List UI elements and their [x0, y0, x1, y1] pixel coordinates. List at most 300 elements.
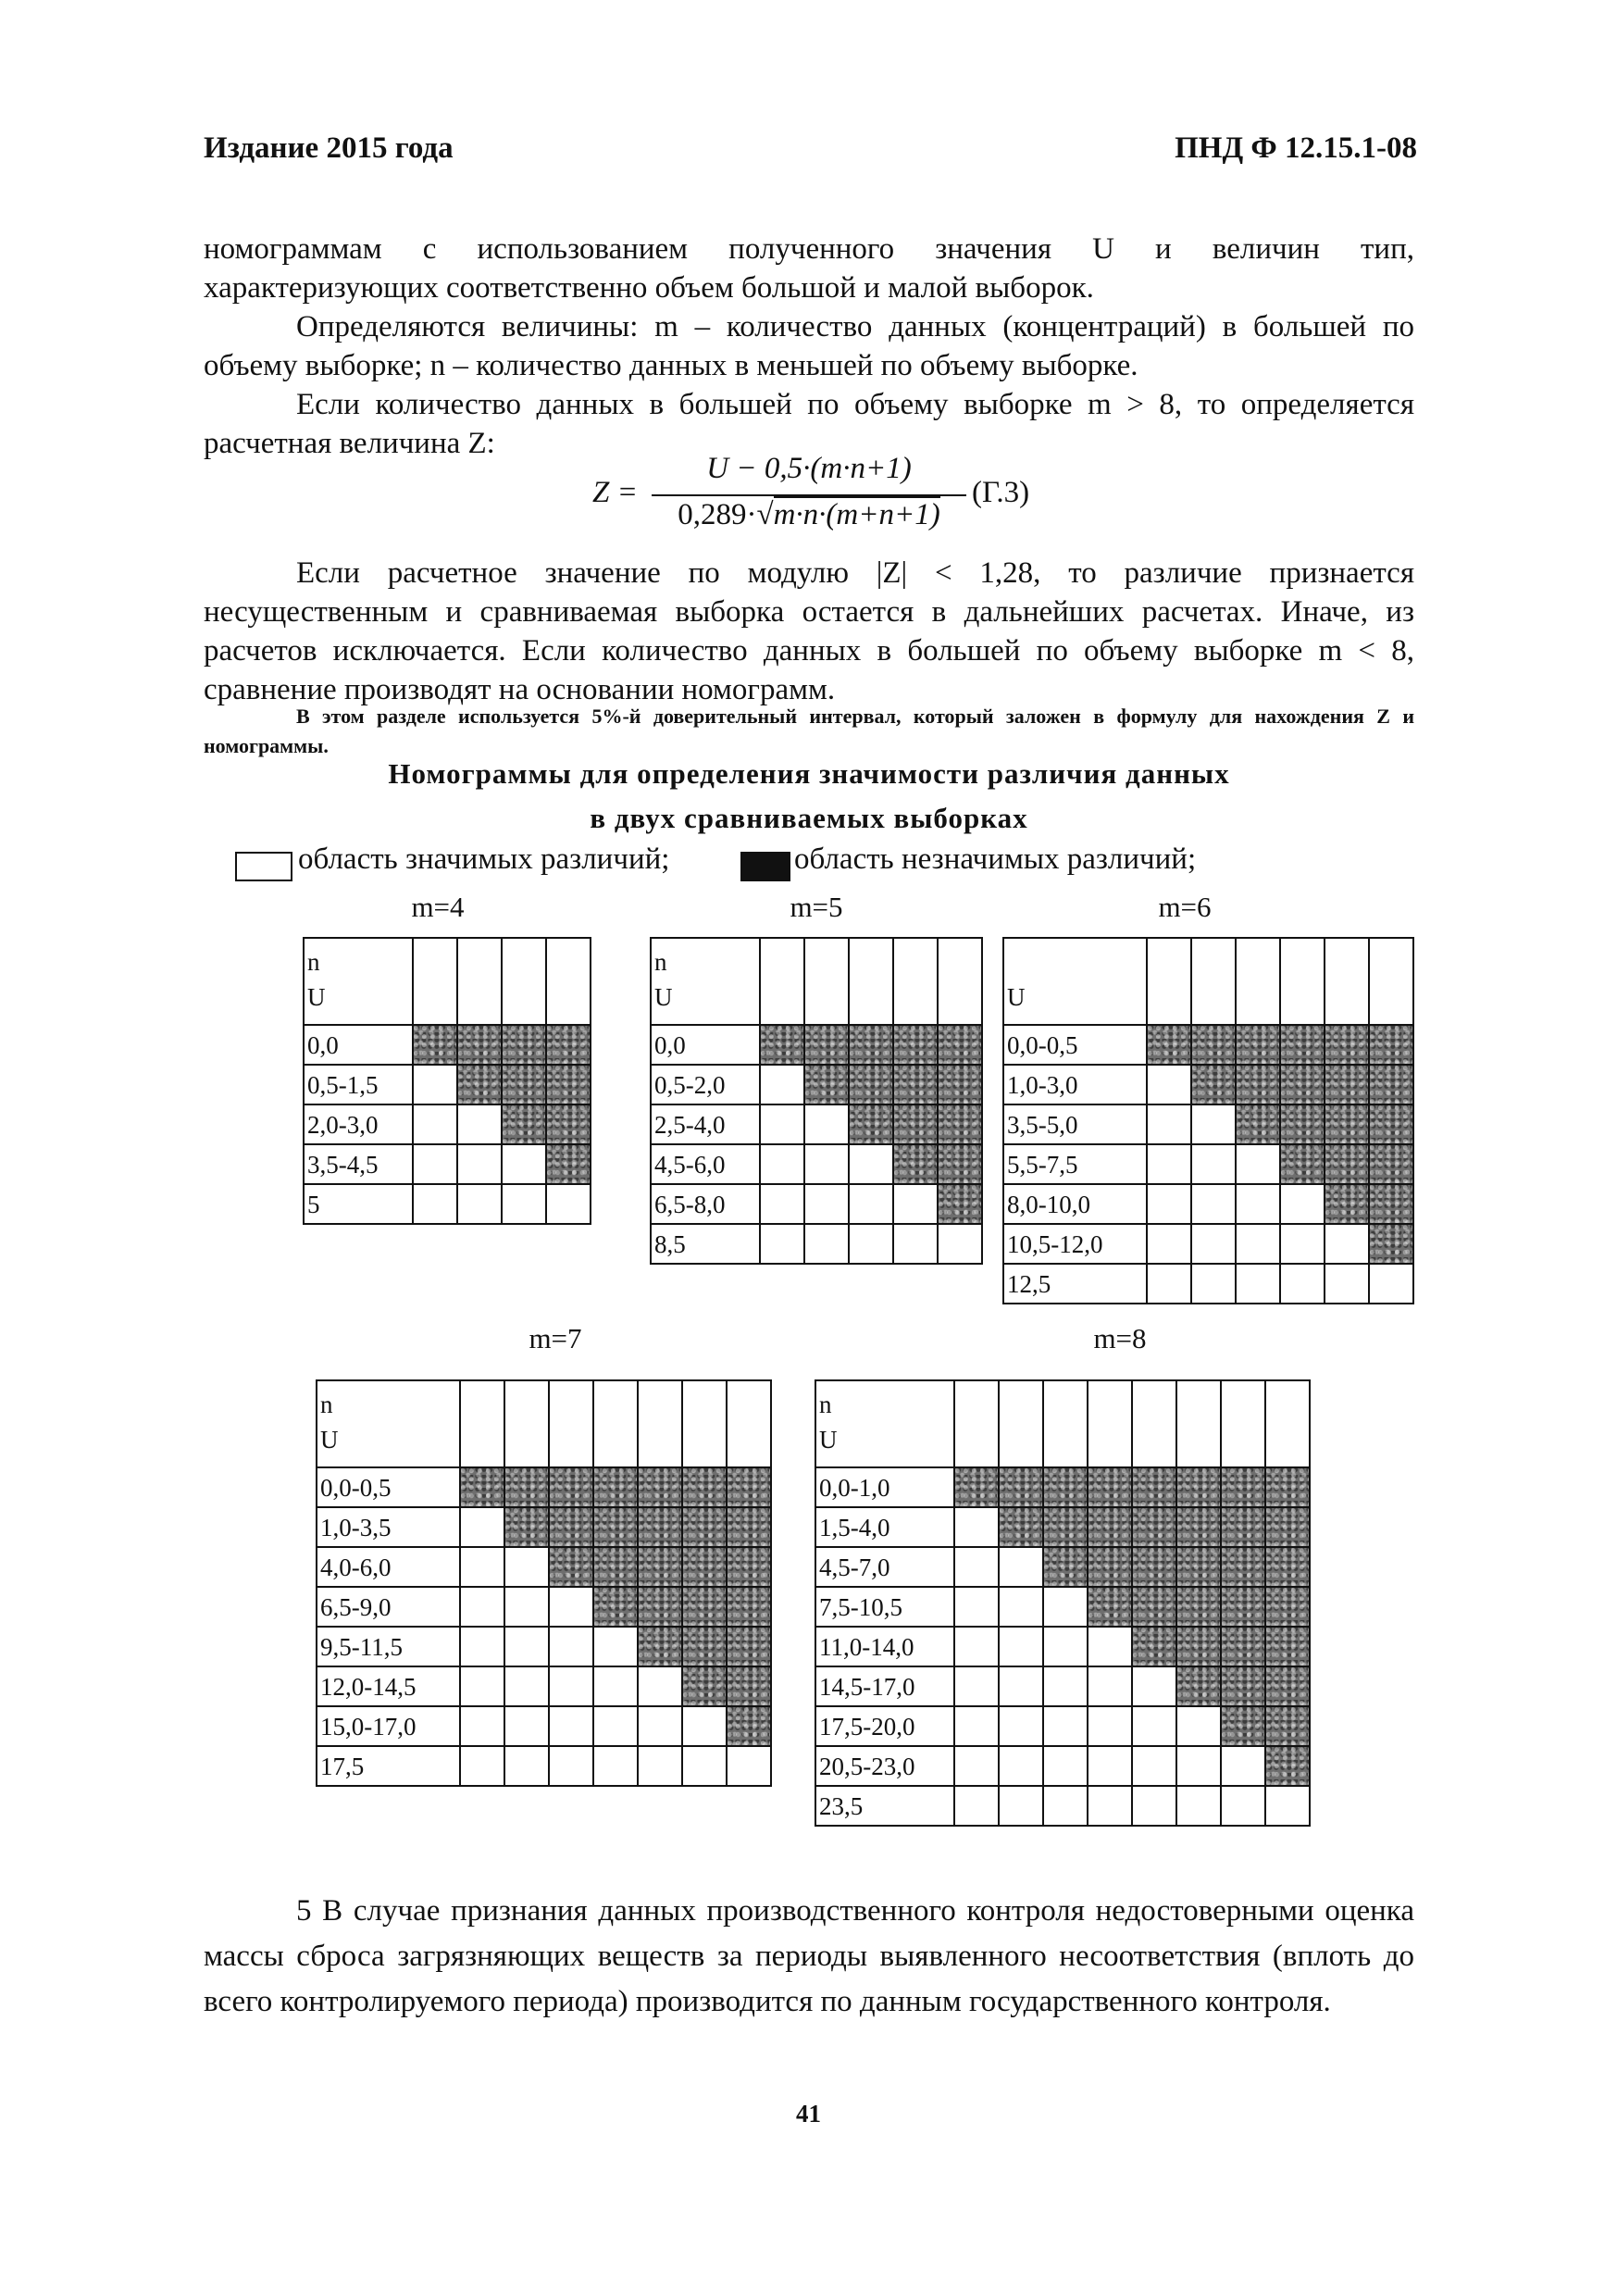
- insignificant-cell: [1265, 1746, 1310, 1786]
- u-range-label: 0,5-1,5: [304, 1065, 413, 1104]
- formula-label: (Г.3): [972, 476, 1030, 509]
- section-title-line-2: в двух сравниваемых выборках: [590, 802, 1028, 834]
- insignificant-cell: [1176, 1627, 1221, 1666]
- insignificant-cell: [727, 1507, 771, 1547]
- column-header-cell: [457, 938, 502, 1025]
- significant-cell: [1176, 1706, 1221, 1746]
- insignificant-cell: [1369, 1065, 1413, 1104]
- table-row: [317, 1547, 771, 1587]
- insignificant-cell: [727, 1706, 771, 1746]
- column-header-cell: [593, 1380, 638, 1467]
- significant-cell: [999, 1587, 1043, 1627]
- insignificant-cell: [1221, 1666, 1265, 1706]
- column-header-cell: [849, 938, 893, 1025]
- paragraph-1-line-2: характеризующих соответственно объем большой и малой выборок.: [204, 271, 1094, 305]
- significant-cell: [593, 1666, 638, 1706]
- significant-cell: [954, 1547, 999, 1587]
- header-n-label: n: [819, 1391, 832, 1418]
- insignificant-cell: [546, 1065, 591, 1104]
- significant-cell: [1132, 1706, 1176, 1746]
- insignificant-cell: [1369, 1184, 1413, 1224]
- significant-cell: [1043, 1786, 1088, 1826]
- insignificant-cell: [1221, 1467, 1265, 1507]
- significant-cell: [1280, 1224, 1325, 1264]
- significant-cell: [593, 1627, 638, 1666]
- significant-cell: [413, 1184, 457, 1224]
- table-row: [651, 1224, 982, 1264]
- insignificant-cell: [1236, 1025, 1280, 1065]
- significant-cell: [1088, 1746, 1132, 1786]
- u-range-label: 2,5-4,0: [651, 1104, 760, 1144]
- insignificant-cell: [502, 1025, 546, 1065]
- significant-cell: [1221, 1786, 1265, 1826]
- insignificant-cell: [549, 1547, 593, 1587]
- significant-cell: [893, 1224, 938, 1264]
- significant-cell: [999, 1547, 1043, 1587]
- nomogram-header-cell: [651, 938, 760, 1025]
- significant-cell: [1280, 1264, 1325, 1304]
- insignificant-cell: [546, 1144, 591, 1184]
- insignificant-cell: [1325, 1144, 1369, 1184]
- significant-cell: [849, 1184, 893, 1224]
- u-range-label: 20,5-23,0: [815, 1746, 954, 1786]
- column-header-cell: [893, 938, 938, 1025]
- insignificant-cell: [804, 1025, 849, 1065]
- insignificant-cell: [727, 1627, 771, 1666]
- insignificant-cell: [849, 1065, 893, 1104]
- significant-cell: [1236, 1224, 1280, 1264]
- table-row: [815, 1467, 1310, 1507]
- significant-cell: [1147, 1065, 1191, 1104]
- insignificant-cell: [1265, 1547, 1310, 1587]
- significant-cell: [849, 1144, 893, 1184]
- u-range-label: 5,5-7,5: [1003, 1144, 1147, 1184]
- column-header-cell: [1088, 1380, 1132, 1467]
- significant-cell: [504, 1547, 549, 1587]
- significant-cell: [682, 1746, 727, 1786]
- paragraph-3: Если количество данных в большей по объему выборке m > 8, то определяется расчетная величина Z:: [204, 388, 1414, 460]
- column-header-cell: [1280, 938, 1325, 1025]
- u-range-label: 4,5-7,0: [815, 1547, 954, 1587]
- significant-cell: [999, 1706, 1043, 1746]
- table-row: [304, 1104, 591, 1144]
- column-header-cell: [504, 1380, 549, 1467]
- significant-cell: [460, 1706, 504, 1746]
- insignificant-cell: [849, 1025, 893, 1065]
- insignificant-cell: [999, 1467, 1043, 1507]
- significant-cell: [638, 1666, 682, 1706]
- significant-cell: [1325, 1224, 1369, 1264]
- significant-cell: [460, 1627, 504, 1666]
- insignificant-cell: [1132, 1547, 1176, 1587]
- table-row: [815, 1587, 1310, 1627]
- significant-cell: [760, 1144, 804, 1184]
- table-row: [1003, 1065, 1413, 1104]
- nomogram-m7-table: [316, 1379, 772, 1787]
- significant-cell: [1147, 1224, 1191, 1264]
- section-title-line-1: Номограммы для определения значимости различия данных: [388, 757, 1230, 790]
- significant-cell: [893, 1184, 938, 1224]
- insignificant-cell: [1325, 1025, 1369, 1065]
- insignificant-cell: [638, 1627, 682, 1666]
- significant-cell: [1147, 1144, 1191, 1184]
- insignificant-cell: [1191, 1065, 1236, 1104]
- insignificant-cell: [938, 1065, 982, 1104]
- significant-cell: [954, 1706, 999, 1746]
- nomogram-m8-label: m=8: [1093, 1322, 1147, 1354]
- insignificant-cell: [1221, 1627, 1265, 1666]
- table-row: [317, 1627, 771, 1666]
- significant-cell: [1088, 1627, 1132, 1666]
- table-row: [1003, 1184, 1413, 1224]
- significant-cell: [460, 1666, 504, 1706]
- table-row: [1003, 1224, 1413, 1264]
- u-range-label: 0,0: [651, 1025, 760, 1065]
- page-number: 41: [796, 2100, 821, 2128]
- significant-cell: [504, 1706, 549, 1746]
- column-header-cell: [1369, 938, 1413, 1025]
- insignificant-cell: [1132, 1467, 1176, 1507]
- significant-cell: [549, 1706, 593, 1746]
- significant-cell: [549, 1746, 593, 1786]
- insignificant-cell: [1369, 1025, 1413, 1065]
- insignificant-cell: [502, 1104, 546, 1144]
- insignificant-cell: [413, 1025, 457, 1065]
- insignificant-cell: [893, 1025, 938, 1065]
- nomogram-m8-table: [815, 1379, 1311, 1827]
- u-range-label: 3,5-4,5: [304, 1144, 413, 1184]
- significant-cell: [999, 1786, 1043, 1826]
- insignificant-cell: [1265, 1666, 1310, 1706]
- significant-cell: [1191, 1104, 1236, 1144]
- significant-cell: [460, 1507, 504, 1547]
- insignificant-cell: [1176, 1587, 1221, 1627]
- significant-cell: [502, 1184, 546, 1224]
- insignificant-cell: [1265, 1587, 1310, 1627]
- insignificant-cell: [893, 1144, 938, 1184]
- significant-cell: [804, 1224, 849, 1264]
- significant-cell: [549, 1627, 593, 1666]
- insignificant-cell: [1176, 1666, 1221, 1706]
- significant-cell: [1221, 1746, 1265, 1786]
- insignificant-cell: [1088, 1547, 1132, 1587]
- significant-cell: [1043, 1587, 1088, 1627]
- insignificant-cell: [938, 1104, 982, 1144]
- formula-numerator: U − 0,5·(m·n+1): [706, 452, 912, 485]
- column-header-cell: [682, 1380, 727, 1467]
- insignificant-cell: [1265, 1467, 1310, 1507]
- legend-insignificant-swatch: [740, 852, 790, 881]
- significant-cell: [1043, 1706, 1088, 1746]
- formula-g3: [592, 452, 1074, 544]
- significant-cell: [849, 1224, 893, 1264]
- column-header-cell: [804, 938, 849, 1025]
- insignificant-cell: [893, 1065, 938, 1104]
- insignificant-cell: [682, 1507, 727, 1547]
- insignificant-cell: [954, 1467, 999, 1507]
- confidence-note: В этом разделе используется 5%-й доверительный интервал, который заложен в формулу для нахождения Z и номограммы.: [204, 705, 1414, 757]
- significant-cell: [413, 1104, 457, 1144]
- table-row: [304, 1065, 591, 1104]
- table-row: [815, 1746, 1310, 1786]
- u-range-label: 0,0-0,5: [1003, 1025, 1147, 1065]
- u-range-label: 12,0-14,5: [317, 1666, 460, 1706]
- column-header-cell: [502, 938, 546, 1025]
- sqrt-symbol: √: [756, 498, 774, 531]
- insignificant-cell: [638, 1507, 682, 1547]
- insignificant-cell: [1043, 1507, 1088, 1547]
- u-range-label: 3,5-5,0: [1003, 1104, 1147, 1144]
- legend-significant-label: область значимых различий;: [298, 842, 670, 876]
- insignificant-cell: [938, 1184, 982, 1224]
- insignificant-cell: [682, 1587, 727, 1627]
- significant-cell: [1043, 1627, 1088, 1666]
- insignificant-cell: [1280, 1104, 1325, 1144]
- table-row: [815, 1627, 1310, 1666]
- table-row: [815, 1786, 1310, 1826]
- insignificant-cell: [1132, 1507, 1176, 1547]
- insignificant-cell: [1325, 1184, 1369, 1224]
- insignificant-cell: [1265, 1507, 1310, 1547]
- significant-cell: [1176, 1746, 1221, 1786]
- insignificant-cell: [1221, 1507, 1265, 1547]
- u-range-label: 1,0-3,5: [317, 1507, 460, 1547]
- formula-denominator: [652, 498, 966, 532]
- significant-cell: [638, 1746, 682, 1786]
- significant-cell: [760, 1065, 804, 1104]
- insignificant-cell: [1369, 1104, 1413, 1144]
- table-row: [651, 1184, 982, 1224]
- significant-cell: [1147, 1104, 1191, 1144]
- paragraph-4: Если расчетное значение по модулю |Z| < 1,28, то различие признается несущественным и сравниваемая выборка остается в дальнейших расчетах. Иначе, из расчетов исключается. Если количество данных в большей по объему выборке m < 8, сравнение производят на основании номограмм.: [204, 556, 1414, 706]
- header-u-label: U: [1007, 983, 1026, 1011]
- insignificant-cell: [804, 1065, 849, 1104]
- insignificant-cell: [727, 1587, 771, 1627]
- significant-cell: [1191, 1264, 1236, 1304]
- significant-cell: [1191, 1224, 1236, 1264]
- table-row: [1003, 1144, 1413, 1184]
- significant-cell: [804, 1184, 849, 1224]
- insignificant-cell: [682, 1467, 727, 1507]
- table-row: [651, 1025, 982, 1065]
- nomogram-header-cell: [317, 1380, 460, 1467]
- u-range-label: 8,5: [651, 1224, 760, 1264]
- column-header-cell: [938, 938, 982, 1025]
- significant-cell: [457, 1184, 502, 1224]
- u-range-label: 9,5-11,5: [317, 1627, 460, 1666]
- table-row: [1003, 1104, 1413, 1144]
- header-n-label: n: [307, 948, 320, 976]
- significant-cell: [1043, 1666, 1088, 1706]
- insignificant-cell: [1369, 1144, 1413, 1184]
- significant-cell: [727, 1746, 771, 1786]
- insignificant-cell: [1265, 1706, 1310, 1746]
- significant-cell: [954, 1587, 999, 1627]
- insignificant-cell: [1176, 1547, 1221, 1587]
- column-header-cell: [1236, 938, 1280, 1025]
- header-u-label: U: [320, 1426, 339, 1454]
- column-header-cell: [1191, 938, 1236, 1025]
- column-header-cell: [1265, 1380, 1310, 1467]
- significant-cell: [504, 1746, 549, 1786]
- u-range-label: 4,0-6,0: [317, 1547, 460, 1587]
- insignificant-cell: [1132, 1627, 1176, 1666]
- column-header-cell: [1147, 938, 1191, 1025]
- significant-cell: [999, 1666, 1043, 1706]
- insignificant-cell: [593, 1547, 638, 1587]
- significant-cell: [760, 1224, 804, 1264]
- significant-cell: [504, 1627, 549, 1666]
- u-range-label: 6,5-8,0: [651, 1184, 760, 1224]
- significant-cell: [1369, 1264, 1413, 1304]
- insignificant-cell: [1043, 1547, 1088, 1587]
- table-row: [1003, 1025, 1413, 1065]
- insignificant-cell: [1088, 1587, 1132, 1627]
- significant-cell: [1132, 1666, 1176, 1706]
- column-header-cell: [760, 938, 804, 1025]
- insignificant-cell: [682, 1627, 727, 1666]
- table-row: [815, 1547, 1310, 1587]
- formula-lhs: Z =: [592, 476, 638, 509]
- header-n-label: [1007, 944, 1146, 980]
- significant-cell: [1132, 1786, 1176, 1826]
- u-range-label: 23,5: [815, 1786, 954, 1826]
- significant-cell: [549, 1666, 593, 1706]
- nomogram-m7-label: m=7: [529, 1322, 582, 1354]
- insignificant-cell: [1221, 1587, 1265, 1627]
- significant-cell: [1236, 1184, 1280, 1224]
- significant-cell: [1088, 1666, 1132, 1706]
- header-u-label: U: [819, 1426, 838, 1454]
- significant-cell: [504, 1666, 549, 1706]
- paragraph-1-line-1: номограммам с использованием полученного значения U и величин тип,: [204, 232, 1414, 266]
- nomogram-m4-label: m=4: [411, 891, 465, 923]
- u-range-label: 7,5-10,5: [815, 1587, 954, 1627]
- significant-cell: [804, 1144, 849, 1184]
- insignificant-cell: [593, 1587, 638, 1627]
- header-n-label: n: [320, 1391, 333, 1418]
- significant-cell: [1088, 1706, 1132, 1746]
- u-range-label: 11,0-14,0: [815, 1627, 954, 1666]
- insignificant-cell: [727, 1467, 771, 1507]
- u-range-label: 0,0-0,5: [317, 1467, 460, 1507]
- insignificant-cell: [682, 1666, 727, 1706]
- insignificant-cell: [593, 1467, 638, 1507]
- significant-cell: [1132, 1746, 1176, 1786]
- insignificant-cell: [638, 1587, 682, 1627]
- insignificant-cell: [457, 1025, 502, 1065]
- insignificant-cell: [549, 1467, 593, 1507]
- significant-cell: [1176, 1786, 1221, 1826]
- significant-cell: [760, 1184, 804, 1224]
- significant-cell: [1191, 1184, 1236, 1224]
- paragraph-5: 5 В случае признания данных производственного контроля недостоверными оценка массы сброса загрязняющих веществ за периоды выявленного несоответствия (вплоть до всего контролируемого периода) производится по данным государственного контроля.: [204, 1894, 1414, 2018]
- u-range-label: 10,5-12,0: [1003, 1224, 1147, 1264]
- significant-cell: [1236, 1144, 1280, 1184]
- significant-cell: [954, 1627, 999, 1666]
- nomogram-m6-label: m=6: [1158, 891, 1212, 923]
- table-row: [317, 1666, 771, 1706]
- significant-cell: [504, 1587, 549, 1627]
- significant-cell: [954, 1666, 999, 1706]
- significant-cell: [682, 1706, 727, 1746]
- insignificant-cell: [504, 1467, 549, 1507]
- significant-cell: [954, 1507, 999, 1547]
- significant-cell: [457, 1104, 502, 1144]
- table-row: [304, 1184, 591, 1224]
- denominator-prefix: 0,289·: [678, 498, 757, 531]
- insignificant-cell: [546, 1025, 591, 1065]
- insignificant-cell: [1132, 1587, 1176, 1627]
- column-header-cell: [413, 938, 457, 1025]
- significant-cell: [502, 1144, 546, 1184]
- nomogram-header-cell: [1003, 938, 1147, 1025]
- nomogram-m5-table: [650, 937, 983, 1265]
- significant-cell: [460, 1587, 504, 1627]
- u-range-label: 1,5-4,0: [815, 1507, 954, 1547]
- significant-cell: [954, 1746, 999, 1786]
- insignificant-cell: [1221, 1547, 1265, 1587]
- nomogram-header-cell: [815, 1380, 954, 1467]
- u-range-label: 5: [304, 1184, 413, 1224]
- u-range-label: 12,5: [1003, 1264, 1147, 1304]
- u-range-label: 0,0-1,0: [815, 1467, 954, 1507]
- column-header-cell: [954, 1380, 999, 1467]
- significant-cell: [413, 1065, 457, 1104]
- insignificant-cell: [682, 1547, 727, 1587]
- insignificant-cell: [546, 1104, 591, 1144]
- nomogram-header-cell: [304, 938, 413, 1025]
- header-u-label: U: [654, 983, 673, 1011]
- edition-label: Издание 2015 года: [204, 131, 454, 165]
- significant-cell: [546, 1184, 591, 1224]
- u-range-label: 14,5-17,0: [815, 1666, 954, 1706]
- significant-cell: [760, 1104, 804, 1144]
- significant-cell: [549, 1587, 593, 1627]
- significant-cell: [413, 1144, 457, 1184]
- table-row: [651, 1104, 982, 1144]
- legend-significant-swatch: [235, 852, 292, 881]
- significant-cell: [1265, 1786, 1310, 1826]
- column-header-cell: [460, 1380, 504, 1467]
- significant-cell: [938, 1224, 982, 1264]
- insignificant-cell: [1280, 1065, 1325, 1104]
- column-header-cell: [1043, 1380, 1088, 1467]
- insignificant-cell: [727, 1547, 771, 1587]
- column-header-cell: [1221, 1380, 1265, 1467]
- insignificant-cell: [1325, 1104, 1369, 1144]
- significant-cell: [1088, 1786, 1132, 1826]
- header-u-label: U: [307, 983, 326, 1011]
- paragraph-2: Определяются величины: m – количество данных (концентраций) в большей по объему выборке; n – количество данных в меньшей по объему выборке.: [204, 310, 1414, 382]
- significant-cell: [593, 1706, 638, 1746]
- table-row: [815, 1507, 1310, 1547]
- insignificant-cell: [999, 1507, 1043, 1547]
- table-row: [317, 1746, 771, 1786]
- column-header-cell: [1132, 1380, 1176, 1467]
- insignificant-cell: [1369, 1224, 1413, 1264]
- insignificant-cell: [1176, 1467, 1221, 1507]
- u-range-label: 8,0-10,0: [1003, 1184, 1147, 1224]
- column-header-cell: [638, 1380, 682, 1467]
- u-range-label: 0,5-2,0: [651, 1065, 760, 1104]
- significant-cell: [954, 1786, 999, 1826]
- insignificant-cell: [1191, 1025, 1236, 1065]
- insignificant-cell: [1176, 1507, 1221, 1547]
- table-row: [317, 1507, 771, 1547]
- insignificant-cell: [638, 1547, 682, 1587]
- u-range-label: 1,0-3,0: [1003, 1065, 1147, 1104]
